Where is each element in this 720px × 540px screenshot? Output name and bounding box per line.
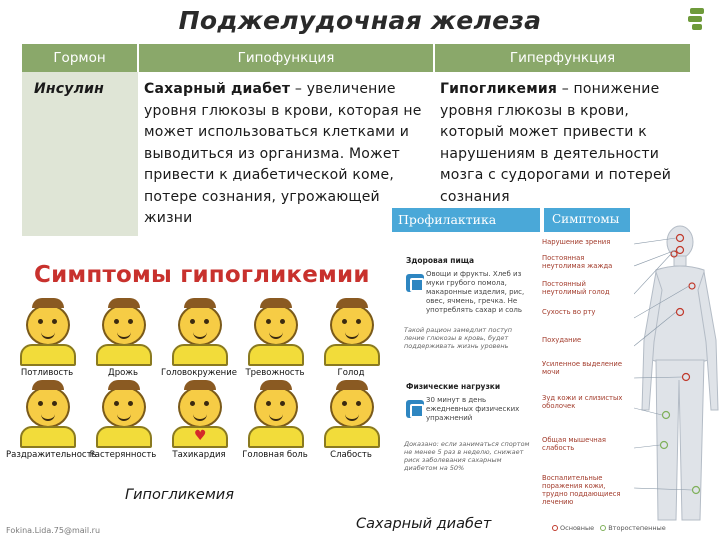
symptom-label: Слабость xyxy=(330,450,372,460)
exercise-note: Доказано: если заниматься спортом не менее 5 раз в неделю, снижает риск заболевания сахарным диабетом на 50% xyxy=(404,440,530,472)
symptom-item: Постоянный неутолимый голод xyxy=(542,280,610,296)
secondary-symptom-marker-icon xyxy=(600,525,606,531)
healthy-food-text: Овощи и фрукты. Хлеб из муки грубого помола, макаронные изделия, рис, овес, ячмень, гречка. Не употреблять сахар и соль xyxy=(426,270,525,314)
diabetes-symptoms-panel xyxy=(540,208,720,530)
symptom-tremor xyxy=(86,298,160,382)
prevention-header: Профилактика xyxy=(392,208,540,232)
symptom-headache xyxy=(238,380,312,464)
main-symptom-marker-icon xyxy=(552,525,558,531)
symptom-label: Тахикардия xyxy=(172,450,226,460)
hypoglycemia-title: Симптомы гипогликемии xyxy=(34,262,370,288)
symptom-item: Воспалительные поражения кожи, трудно поддающиеся лечению xyxy=(542,474,621,506)
symptom-item: Нарушение зрения xyxy=(542,238,611,246)
exercise-icon xyxy=(406,400,424,418)
symptoms-legend xyxy=(548,524,666,532)
symptoms-header: Симптомы xyxy=(544,208,630,232)
symptom-weakness xyxy=(314,380,388,464)
symptom-label: Дрожь xyxy=(108,368,138,378)
symptom-item: Постоянная неутолимая жажда xyxy=(542,254,613,270)
footer-email: Fokina.Lida.75@mail.ru xyxy=(6,526,101,535)
symptom-confusion xyxy=(86,380,160,464)
heart-icon: ♥ xyxy=(194,428,207,444)
symptom-label: Раздражительность xyxy=(6,450,97,460)
food-icon xyxy=(406,274,424,292)
hyperfunction-term: Гипогликемия xyxy=(440,81,558,97)
hormone-cell: Инсулин xyxy=(22,72,138,236)
hypoglycemia-symptoms-image xyxy=(6,252,388,520)
human-body-figure xyxy=(634,220,720,526)
symptom-item: Сухость во рту xyxy=(542,308,596,316)
symptom-hunger xyxy=(314,298,388,382)
header-hypofunction: Гипофункция xyxy=(138,44,434,72)
symptom-label: Потливость xyxy=(20,368,74,378)
symptom-label: Голод xyxy=(337,368,365,378)
symptom-label: Головокружение xyxy=(161,368,237,378)
hypofunction-term: Сахарный диабет xyxy=(144,81,291,97)
healthy-food-note: Такой рацион замедлит поступ ление глюкозы в кровь, будет поддерживать жизнь уровень xyxy=(404,326,512,350)
table-header-row xyxy=(22,44,690,72)
symptom-sweating xyxy=(10,298,84,382)
symptom-tachycardia xyxy=(162,380,236,464)
symptom-item: Усиленное выделение мочи xyxy=(542,360,623,376)
symptom-label: Тревожность xyxy=(245,368,305,378)
symptom-item: Зуд кожи и слизистых оболочек xyxy=(542,394,623,410)
symptom-anxiety xyxy=(238,298,312,382)
symptom-dizziness xyxy=(162,298,236,382)
symptom-item: Общая мышечная слабость xyxy=(542,436,606,452)
prevention-panel xyxy=(392,208,540,520)
header-hormone: Гормон xyxy=(22,44,138,72)
corner-decoration xyxy=(688,8,706,30)
legend-secondary-label: Второстепенные xyxy=(608,524,666,532)
slide-title: Поджелудочная железа xyxy=(178,6,542,35)
caption-hypoglycemia: Гипогликемия xyxy=(125,487,234,503)
hyperfunction-text: – понижение уровня глюкозы в крови, который может привести к нарушениям в деятельности мозга с судорогами и потерей сознания xyxy=(440,81,672,205)
hypofunction-text: – увеличение уровня глюкозы в крови, которая не может использоваться клетками и выводиться из организма. Может привести к диабетической коме, потере сознания, угрожающей жизни xyxy=(144,81,422,226)
healthy-food-title: Здоровая пища xyxy=(406,256,475,265)
header-hyperfunction: Гиперфункция xyxy=(434,44,690,72)
hypofunction-cell xyxy=(138,72,434,236)
symptom-irritability xyxy=(6,380,97,464)
legend-main-label: Основные xyxy=(560,524,595,532)
exercise-title: Физические нагрузки xyxy=(406,382,501,391)
symptom-grid xyxy=(6,298,388,518)
caption-diabetes: Сахарный диабет xyxy=(356,516,492,532)
exercise-text: 30 минут в день ежедневных физических упражнений xyxy=(426,396,520,422)
symptom-item: Похудание xyxy=(542,336,582,344)
symptom-label: Растерянность xyxy=(89,450,157,460)
symptom-label: Головная боль xyxy=(242,450,308,460)
hormone-table xyxy=(22,44,690,236)
